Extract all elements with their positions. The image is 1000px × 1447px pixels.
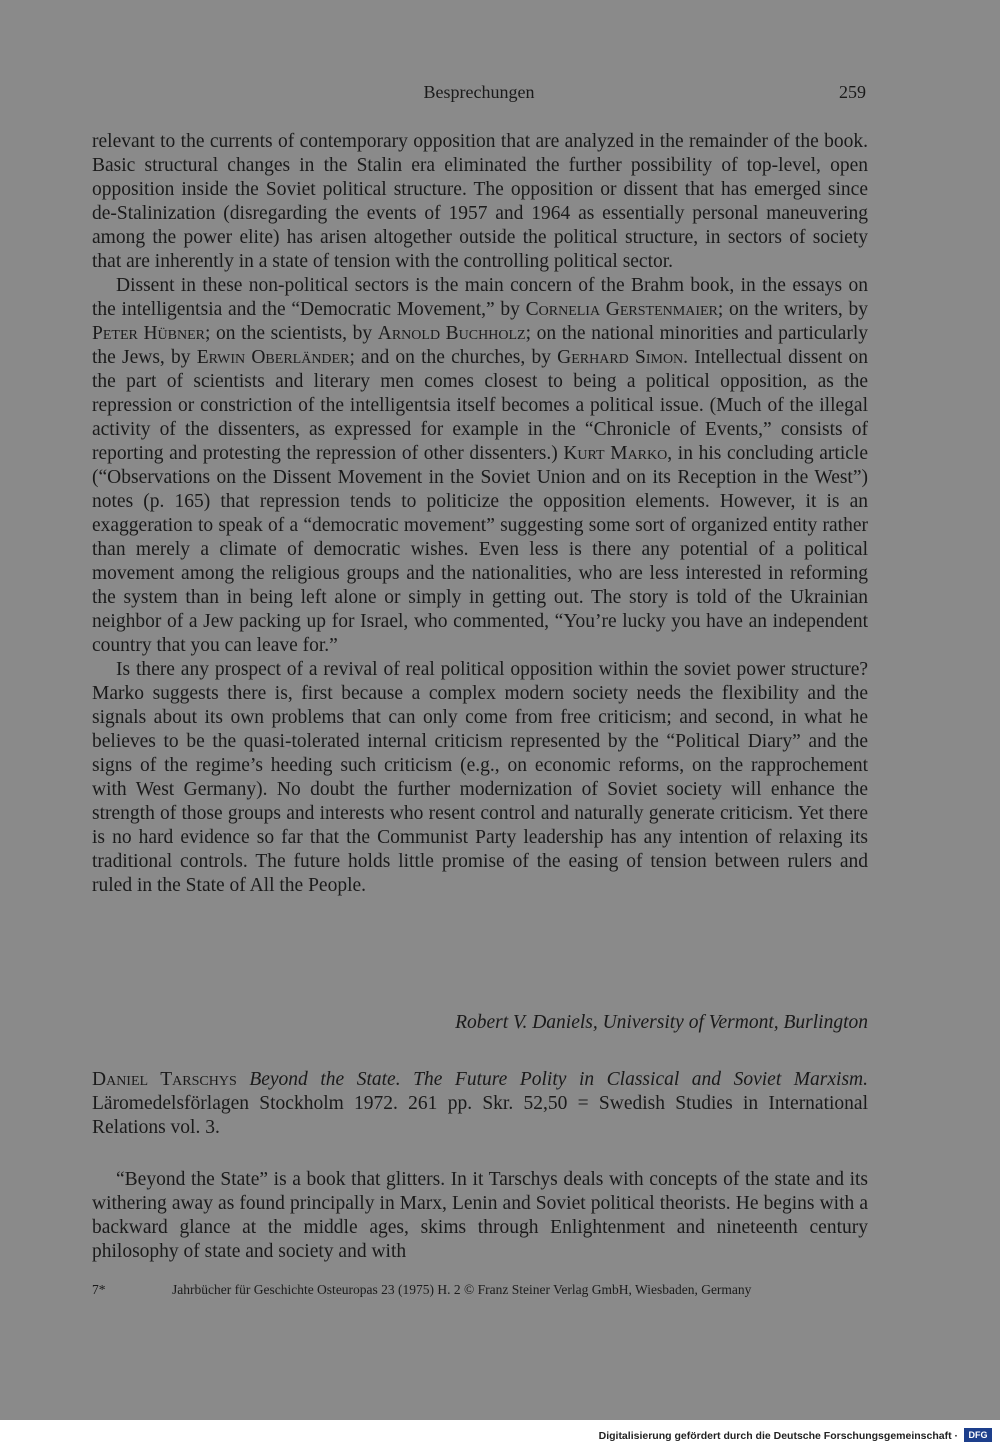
publication-details: Läromedelsförlagen Stockholm 1972. 261 pp. Skr. 52,50 = Swedish Studies in International Relations vol. 3. bbox=[92, 1093, 868, 1138]
paragraph-1: relevant to the currents of contemporary opposition that are analyzed in the remainder of the book. Basic structural changes in the Stalin era eliminated the further possibility of top-level, open opposition inside the Soviet political structure. The opposition or dissent that has emerged since de-Stalinization (disregarding the events of 1957 and 1964 as essentially personal maneuvering among the power elite) has arisen altogether outside the political structure, in sectors of society that are inherently in a state of tension with the controlling political sector. bbox=[92, 131, 868, 272]
dfg-logo: DFG bbox=[964, 1428, 992, 1442]
book-title: Beyond the State. The Future Polity in Classical and Soviet Marxism. bbox=[249, 1069, 869, 1090]
text-run: ; on the writers, by bbox=[717, 299, 869, 320]
text-run: ; on the national minorities and particularly the Jews, by bbox=[92, 323, 868, 368]
digitization-strip bbox=[0, 1420, 1000, 1447]
text-run: Dissent in these non-political sectors is the main concern of the Brahm book, in the essays on the intelligentsia and the “Democratic Movement,” by bbox=[92, 275, 868, 320]
author-name: Kurt Marko bbox=[563, 443, 668, 464]
text-run: , in his concluding article (“Observations on the Dissent Movement in the Soviet Union and on its Reception in the West”) notes (p. 165) that repression tends to politicize the opposition elements. However, it is an exaggeration to speak of a “democratic movement” suggesting some sort of organized entity rather than merely a climate of democratic wishes. Even less is there any potential of a political movement among the religious groups and the nationalities, who are less interested in reforming the system than in being left alone or simply in getting out. The story is told of the Ukrainian neighbor of a Jew packing up for Israel, who commented, “You’re lucky you have an independent country that you can leave for.” bbox=[92, 443, 868, 656]
paragraph-4: “Beyond the State” is a book that glitters. In it Tarschys deals with concepts of the state and its withering away as found principally in Marx, Lenin and Soviet political theorists. He begins with a backward glance at the middle ages, skims through Enlightenment and nineteenth century philosophy of state and society and with bbox=[92, 1169, 868, 1262]
review-body-1 bbox=[92, 130, 868, 898]
author-name: Gerhard Simon bbox=[557, 347, 684, 368]
author-name: Peter Hübner bbox=[92, 323, 205, 344]
text-run: ; and on the churches, by bbox=[349, 347, 558, 368]
author-name: Cornelia Gerstenmaier bbox=[525, 299, 718, 320]
review-body-2 bbox=[92, 1168, 868, 1264]
text-run: ; on the scientists, by bbox=[205, 323, 378, 344]
text-run: . Intellectual dissent on the part of scientists and literary men comes closest to being a political opposition, as the repression or constriction of the intelligentsia itself becomes a political issue. (Much of the illegal activity of the dissenters, as expressed for example in the “Chronicle of Events,” consists of reporting and protesting the repression of other dissenters.) bbox=[92, 347, 868, 464]
running-head-title: Besprechungen bbox=[423, 82, 535, 102]
book-author: Daniel Tarschys bbox=[92, 1069, 237, 1090]
bibliographic-entry bbox=[92, 1068, 868, 1140]
paragraph-3: Is there any prospect of a revival of real political opposition within the soviet power structure? Marko suggests there is, first because a complex modern society needs the flexibility and the signals about its own problems that can only come from free criticism; and second, in what he believes to be the quasi-tolerated internal criticism represented by the “Political Diary” and the signs of the regime’s heeding such criticism (e.g., on economic reforms, on the rapprochement with West Germany). No doubt the further modernization of Soviet society will enhance the strength of those groups and interests who resent control and naturally generate criticism. Yet there is no hard evidence so far that the Communist Party leadership has any intention of relaxing its traditional controls. The future holds little promise of the easing of tension between rulers and ruled in the State of All the People. bbox=[92, 659, 868, 896]
page-footer bbox=[92, 1282, 868, 1298]
signature-mark: 7* bbox=[92, 1282, 106, 1297]
paragraph-2 bbox=[92, 274, 868, 658]
reviewer-signature: Robert V. Daniels, University of Vermont, Burlington bbox=[455, 1012, 868, 1033]
page-number: 259 bbox=[839, 82, 866, 102]
journal-citation: Jahrbücher für Geschichte Osteuropas 23 (1975) H. 2 © Franz Steiner Verlag GmbH, Wiesbaden, Germany bbox=[172, 1282, 752, 1297]
running-head bbox=[92, 82, 866, 106]
author-name: Erwin Oberländer bbox=[196, 347, 350, 368]
author-name: Arnold Buchholz bbox=[377, 323, 526, 344]
funding-credit: Digitalisierung gefördert durch die Deutsche Forschungsgemeinschaft · bbox=[598, 1430, 958, 1442]
